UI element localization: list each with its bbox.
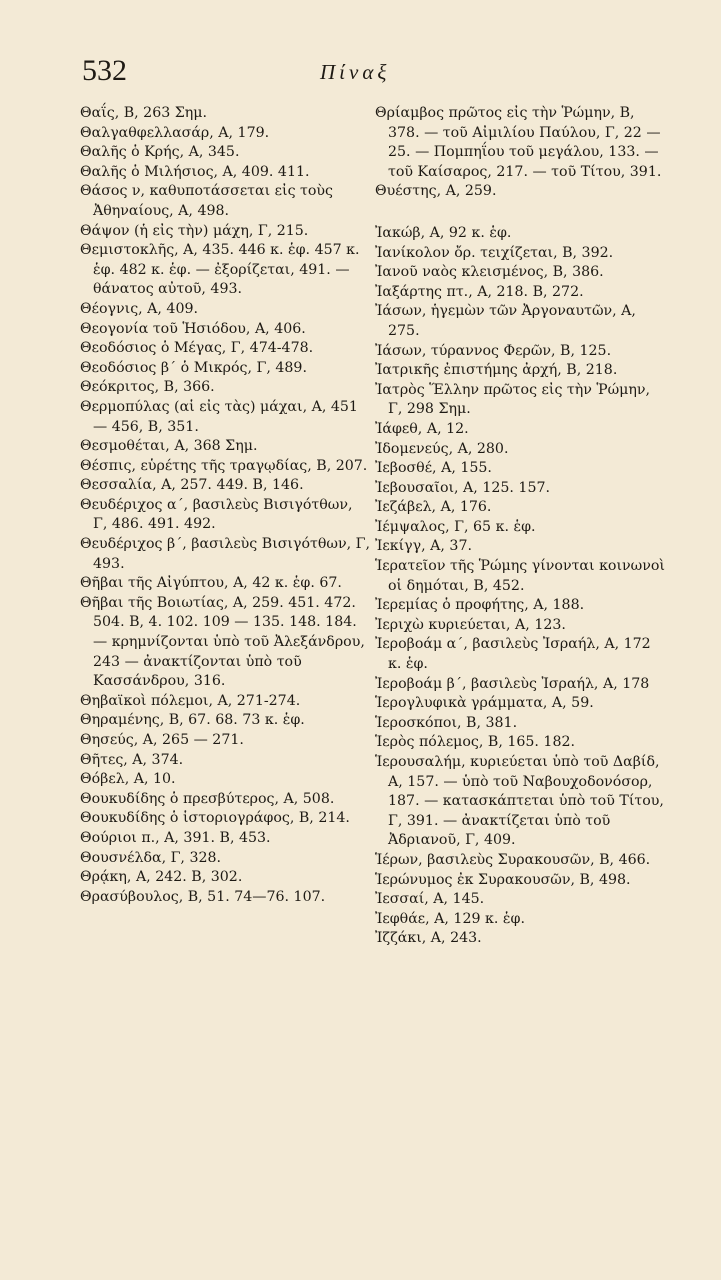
index-entry: Θουκυδίδης ὁ ἱστοριογράφος, Β, 214. [80, 810, 350, 827]
index-entry: Ἰεσσαί, Α, 145. [375, 891, 485, 908]
index-entry: Θευδέριχος β΄, βασιλεὺς Βισιγότθων, Γ, 493. [80, 536, 370, 572]
index-entry: Ἰεφθάε, Α, 129 κ. ἑφ. [375, 910, 525, 927]
index-entry: Ἰεκίγγ, Α, 37. [375, 538, 472, 555]
index-entry: Θέσπις, εὑρέτης τῆς τραγῳδίας, Β, 207. [80, 457, 368, 474]
index-entry: Ἰζζάκι, Α, 243. [375, 930, 482, 947]
index-entry: Ἰδομενεύς, Α, 280. [375, 440, 509, 457]
index-group-iota [375, 224, 665, 949]
index-entry: Θάσος ν, καθυποτάσσεται εἰς τοὺς Ἀθηναίους, Α, 498. [80, 183, 333, 219]
index-entry: Θερμοπύλας (αἱ εἰς τὰς) μάχαι, Α, 451 — 456, Β, 351. [80, 398, 358, 435]
index-entry: Θρασύβουλος, Β, 51. 74—76. 107. [80, 888, 326, 905]
index-entry: Θεοδόσιος β΄ ὁ Μικρός, Γ, 489. [80, 359, 307, 376]
index-entry: Ἰεζάβελ, Α, 176. [375, 499, 492, 516]
index-entry: Θέογνις, Α, 409. [80, 300, 199, 317]
index-entry: Ἱερατεῖον τῆς Ῥώμης γίνονται κοινωνοὶ οἱ δημόται, Β, 452. [375, 558, 665, 594]
index-entry: Θρίαμβος πρῶτος εἰς τὴν Ῥώμην, Β, 378. — τοῦ Αἰμιλίου Παύλου, Γ, 22 — 25. — Πομπηΐου τοῦ μεγάλου, 133. — τοῦ Καίσαρος, 217. — τοῦ Τίτου, 391. [375, 105, 662, 180]
index-entry: Θόβελ, Α, 10. [80, 771, 176, 788]
index-entry: Θεσμοθέται, Α, 368 Σημ. [80, 438, 258, 455]
index-entry: Ἱέρων, βασιλεὺς Συρακουσῶν, Β, 466. [375, 851, 651, 868]
index-entry: Θαΐς, Β, 263 Σημ. [80, 105, 208, 121]
index-entry: Θηβαϊκοὶ πόλεμοι, Α, 271-274. [80, 692, 301, 709]
index-entry: Θευδέριχος α΄, βασιλεὺς Βισιγότθων, Γ, 486. 491. 492. [80, 496, 353, 533]
index-entry: Ἱερουσαλήμ, κυριεύεται ὑπὸ τοῦ Δαβίδ, Α, 157. — ὑπὸ τοῦ Ναβουχοδονόσορ, 187. — κατασκάπτεται ὑπὸ τοῦ Τίτου, Γ, 391. — ἀνακτίζεται ὑπὸ τοῦ Ἀδριανοῦ, Γ, 409. [375, 754, 664, 849]
index-entry: Ἱερώνυμος ἐκ Συρακουσῶν, Β, 498. [375, 871, 631, 888]
index-entry: Θῆβαι τῆς Αἰγύπτου, Α, 42 κ. ἑφ. 67. [80, 575, 342, 592]
index-entry: Θῆτες, Α, 374. [80, 751, 184, 768]
index-entry: Ἱερὸς πόλεμος, Β, 165. 182. [375, 734, 576, 751]
index-entry: Ἰατρικῆς ἐπιστήμης ἀρχή, Β, 218. [375, 362, 618, 379]
index-entry: Ἰατρὸς Ἕλλην πρῶτος εἰς τὴν Ῥώμην, Γ, 298 Σημ. [375, 381, 651, 418]
running-head: Πίναξ [320, 60, 391, 84]
index-entry: Ἰάσων, ἡγεμὼν τῶν Ἀργοναυτῶν, Α, 275. [375, 303, 636, 339]
index-entry: Θεσσαλία, Α, 257. 449. Β, 146. [80, 477, 304, 494]
index-entry: Ἰαξάρτης πτ., Α, 218. Β, 272. [375, 283, 584, 300]
index-entry: Θεογονία τοῦ Ἡσιόδου, Α, 406. [80, 320, 306, 337]
index-column-left [80, 104, 370, 907]
index-entry: Θυέστης, Α, 259. [375, 183, 497, 200]
index-entry: Θησεύς, Α, 265 — 271. [80, 732, 244, 748]
index-entry: Ἰέμψαλος, Γ, 65 κ. ἑφ. [375, 518, 536, 535]
index-entry: Ἰανίκολον ὄρ. τειχίζεται, Β, 392. [375, 244, 614, 261]
page-number: 532 [82, 54, 127, 87]
index-entry: Θούριοι π., Α, 391. Β, 453. [80, 829, 271, 846]
index-entry: Θαλῆς ὁ Κρής, Α, 345. [80, 144, 240, 161]
index-entry: Ἰεβοσθέ, Α, 155. [375, 460, 492, 477]
index-entry: Ἰακώβ, Α, 92 κ. ἑφ. [375, 224, 512, 241]
index-entry: Ἰεριχὼ κυριεύεται, Α, 123. [375, 616, 566, 633]
index-entry: Θεοδόσιος ὁ Μέγας, Γ, 474-478. [80, 340, 314, 357]
index-entry: Θουσνέλδα, Γ, 328. [80, 849, 222, 866]
index-entry: Ἰερεμίας ὁ προφήτης, Α, 188. [375, 597, 585, 614]
index-entry: Θηραμένης, Β, 67. 68. 73 κ. ἑφ. [80, 712, 305, 729]
index-entry: Ἱερογλυφικὰ γράμματα, Α, 59. [375, 695, 594, 712]
index-entry: Ἰάφεθ, Α, 12. [375, 420, 469, 437]
index-entry: Θῆβαι τῆς Βοιωτίας, Α, 259. 451. 472. 504. Β, 4. 102. 109 — 135. 148. 184. — κρημνίζονται ὑπὸ τοῦ Ἀλεξάνδρου, 243 — ἀνακτίζονται ὑπὸ τοῦ Κασσάνδρου, 316. [80, 594, 365, 690]
index-entry: Ἱεροσκόποι, Β, 381. [375, 714, 518, 731]
index-entry: Θάψον (ἡ εἰς τὴν) μάχη, Γ, 215. [80, 222, 309, 239]
index-entry: Θαλῆς ὁ Μιλήσιος, Α, 409. 411. [80, 163, 310, 180]
index-group-theta-end [375, 104, 665, 202]
index-entry: Ἰανοῦ ναὸς κλεισμένος, Β, 386. [375, 264, 604, 281]
index-entry: Θεόκριτος, Β, 366. [80, 379, 215, 396]
index-entry: Θαλγαθφελλασάρ, Α, 179. [80, 124, 270, 141]
index-entry: Ἰάσων, τύραννος Φερῶν, Β, 125. [375, 342, 612, 359]
index-entry: Ἰεβουσαῖοι, Α, 125. 157. [375, 479, 551, 496]
section-gap [375, 202, 665, 224]
index-entry: Ἰεροβοάμ α΄, βασιλεὺς Ἰσραήλ, Α, 172 κ. ἑφ. [375, 636, 651, 673]
index-entry: Θεμιστοκλῆς, Α, 435. 446 κ. ἑφ. 457 κ. ἑφ. 482 κ. ἑφ. — ἐξορίζεται, 491. — θάνατος αὐτοῦ, 493. [80, 242, 360, 298]
index-entry: Θρᾴκη, Α, 242. Β, 302. [80, 869, 243, 886]
index-column-right [375, 104, 665, 949]
index-entry: Θουκυδίδης ὁ πρεσβύτερος, Α, 508. [80, 790, 335, 807]
index-entry: Ἰεροβοάμ β΄, βασιλεὺς Ἰσραήλ, Α, 178 [375, 675, 650, 692]
